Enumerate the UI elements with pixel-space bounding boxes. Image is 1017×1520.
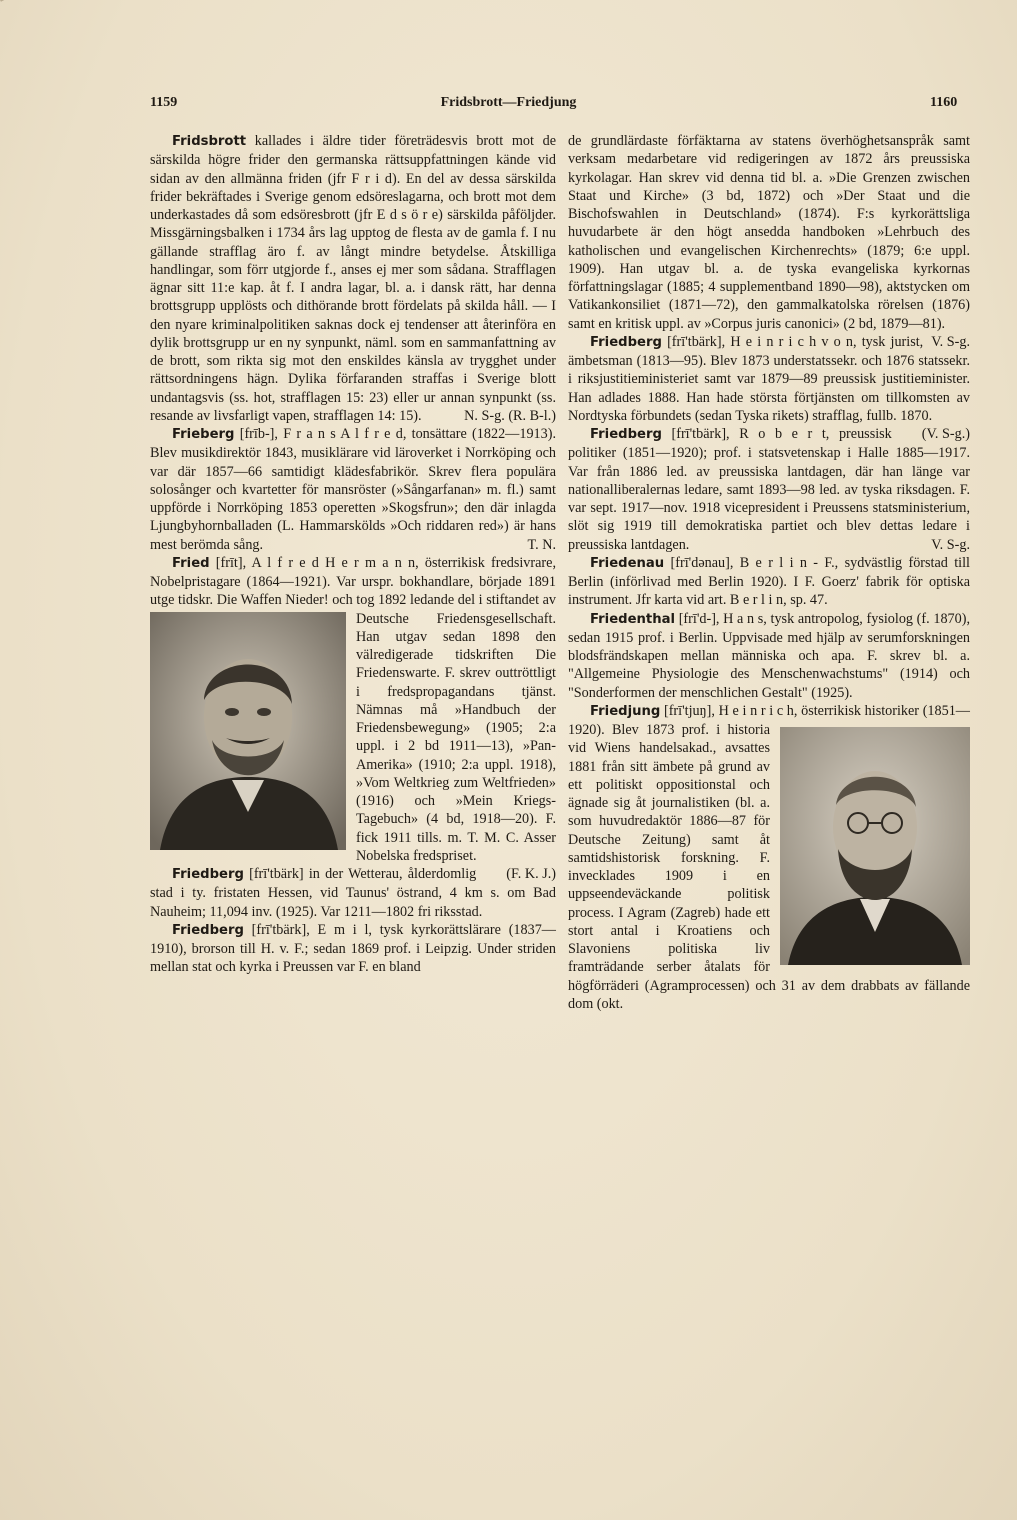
entry-text: [frīt], A l f r e d H e r m a n n, österrikisk fredsivrare, Nobelpristagare (1864—1921). Var urspr. bokhandlare, började 1891 utge tidskr. Die Waffen Nieder! och tog 1892 (150, 554, 556, 609)
entry-text: [frī'dənau], B e r l i n - F., sydvästlig förstad till Berlin (införlivad med Berlin 1920). I F. Goerz' fabrik för optiska instrument. Jfr karta vid art. B e r l i n, sp. 47. (568, 554, 970, 609)
headword: Fridsbrott (172, 134, 247, 149)
headword: Friedjung (590, 703, 661, 719)
headword: Friedenthal (590, 611, 676, 627)
entry-signature: N. S-g. (R. B-l.) (464, 407, 556, 424)
page-number-right: 1160 (930, 95, 958, 110)
entry-friedberg-emil (150, 921, 556, 977)
entry-text: [frī'tjuŋ], H e i n r i c h, österrikisk historiker (1851—1920). Blev 1873 prof. (568, 702, 970, 738)
page-number-left: 1159 (150, 95, 178, 110)
entry-friedenthal (568, 610, 970, 702)
column-right (568, 132, 970, 1013)
entry-signature: (F. K. J.) (506, 866, 556, 882)
headword: Friedberg (172, 867, 244, 882)
entry-friedberg-heinrich (568, 333, 970, 442)
entry-text: de grundlärdaste förfäktarna av statens överhöghetsanspråk samt verksam medarbetare vid redigeringen av 1872 års preussiska kyrkolagar. Han skrev vid denna tid bl. a. »Die Grenzen zwischen Staat und Kirche» (3 bd, 1872) och »Der Staat und die Bischofswahlen in Deutschland» (1874). F:s kyrkorättsliga huvudarbete är den högt ansedda handboken »Lehrbuch des katholischen und evangelischen Kirchenrechts» (1879; 6:e uppl. 1909). Han utgav bl. a. de tyska evangeliska kyrkornas författningslagar (1885; 4 supplementband 1890—98), aktstycken om Vatikankonsiliet (1871—72), den gammalkatolska rörelsen (1876) samt en kritisk uppl. av »Corpus juris canonici» (2 bd, 1879—81). (568, 133, 970, 332)
portrait-alfred-fried (150, 612, 346, 850)
portrait-heinrich-friedjung (780, 727, 970, 965)
headword: Friedberg (590, 427, 662, 442)
entry-text: i historia vid Wiens handelsakad., avsattes 1881 från sitt ämbete på grund av ett politiskt oppositionstal och ägnade sig åt journalistiken (bl. a. som huvudredaktör 1886—87 för Deutsche Zeitung) samt åt samtidshistorisk forskning. F. invecklades 1909 i en uppseendeväckande politisk process. I Agram (Zagreb) hade ett stort antal i Kroatiens och Slavoniens politiska liv framträdande serber åtalats för högförräderi (Agramprocessen) och 31 av dem drabbats av fällande dom (okt. (568, 722, 970, 1012)
entry-text: ledande del i stiftandet av Deutsche Friedensgesellschaft. Han utgav sedan 1898 den välredigerade tidskriften Die Friedenswarte. F. skrev outtröttligt i fredspropagandans tjänst. Nämnas må »Handbuch der Friedensbewegung» (1905; 2:a uppl. i 2 bd 1911—13), »Pan-Amerika» (1910; 2:a uppl. 1918), »Vom Weltkrieg zum Weltfrieden» (1916) och »Mein Kriegs-Tagebuch» (4 bd, 1918—20). F. fick 1911 tills. m. T. M. C. Asser Nobelska fredspriset. (356, 592, 557, 864)
entry-signature: V. S-g. (931, 333, 970, 350)
entry-friedenau (568, 554, 970, 610)
headword: Friedenau (590, 555, 665, 571)
headword: Friedberg (172, 922, 244, 938)
running-head: Fridsbrott—Friedjung (440, 95, 577, 110)
entry-text: [frī'd-], H a n s, tysk antropolog, fysiolog (f. 1870), sedan 1915 prof. i Berlin. Uppvisade med hjälp av serumforskningen blodsfrändskapen mellan människa och apa. F. skrev bl. a. "Allgemeine Physiologie des Menschenwachstums" (1914) och "Sonderformen der menschlichen Gestalt" (1925). (568, 610, 970, 701)
entry-friedberg-robert (568, 425, 970, 554)
headword: Frieberg (172, 427, 235, 442)
entry-fridsbrott (150, 132, 556, 425)
entry-text: [frī'tbärk], R o b e r t, preussisk politiker (1851—1920); prof. i statsvetenskap i Halle 1885—1917. Var från 1886 led. av preussiska lantdagen, där han länge var nationalliberalernas ledare, samt 1893—98 led. av tyska riksdagen. F. var sept. 1917—nov. 1918 vicepresident i Preussens statsministerium, slöt sig 1919 till demokratiska partiet och blev dettas ledare i preussiska lantdagen. (568, 426, 970, 553)
entry-text: [frīb-], F r a n s A l f r e d, tonsättare (1822—1913). Blev musikdirektör 1843, musiklärare vid läroverket i Norrköping och var där 1857—66 samtidigt klädesfabrikör. Skrev flera populära solosånger och kvartetter för mansröster (»Sångarfanan» m. fl.) samt uppförde i Norrköping 1853 operetten »Skogsfrun»; den där inlagda Ljungbyhornballaden (L. Hammarskölds »Och riddaren red») är hans mest berömda sång. (150, 426, 556, 553)
entry-friedjung (568, 702, 970, 1013)
headword: Friedberg (590, 334, 662, 350)
entry-text: [frī'tbärk] in der Wetterau, ålderdomlig stad i ty. fristaten Hessen, vid Taunus' östrand, 4 km s. om Bad Nauheim; 11,094 inv. (1925). Var 1211—1802 fri riksstad. (150, 866, 556, 920)
entry-text: [frī'tbärk], H e i n r i c h v o n, tysk jurist, ämbetsman (1813—95). Blev 1873 understatssekr. och 1876 statssekr. i riksjustitieministeriet samt var 1879—89 preussisk justitieminister. Han adlades 1888. Han hade största förtjänsten om tillkomsten av Nordtyska förbundets (sedan Tyska rikets) strafflag, fullb. 1870. (568, 333, 970, 424)
column-left (150, 132, 556, 977)
entry-signature: (V. S-g.) (921, 426, 970, 442)
headword: Fried (172, 555, 210, 571)
entry-signature: T. N. (527, 536, 556, 553)
portrait-photo-icon (780, 727, 970, 965)
entry-text: [frī'tbärk], E m i l, tysk kyrkorättslärare (1837—1910), brorson till H. v. F.; sedan 1869 prof. i Leipzig. Under striden mellan stat och kyrka i Preussen var F. en bland (150, 921, 556, 976)
entry-signature: V. S-g. (931, 536, 970, 553)
corner-fold-mark (0, 0, 47, 21)
entry-frieberg (150, 425, 556, 554)
entry-text: kallades i äldre tider företrädesvis brott mot de särskilda högre frider den germanska rättsuppfattningen kände vid sidan av den allmänna friden (jfr F r i d). En del av dessa särskilda frider bekräftades i Sverige genom edsöreslagarna, och brott mot dem underkastades då som edsöresbrott (jfr E d s ö r e) särskilda påföljder. Missgärningsbalken i 1734 års lag upptog de flesta av de gamla f. I nu gällande strafflag äro f. av långt mindre betydelse. Åtskilliga handlingar, som förr utgjorde f., anses ej mer som sådana. Strafflagen ägnar sitt 11:e kap. åt f. I andra lagar, bl. a. i dansk rätt, har denna brottsgrupp upplösts och dithörande brott fördelats på skilda håll. — I den nyare kriminalpolitiken saknas dock ej tendenser att återinföra en dylik brottsgrupp ur en ny synpunkt, näml. som en sammanfattning av de brott, som rikta sig mot den enskildes känsla av trygghet under rättsordningens hägn. Dylika förfaranden straffas i Sverige blott undantagsvis (ss. hot, strafflagen 15: 23) eller ur annan synpunkt (ss. resande av livsfarligt vapen, strafflagen 14: 15). (150, 133, 556, 424)
portrait-photo-icon (150, 612, 346, 850)
